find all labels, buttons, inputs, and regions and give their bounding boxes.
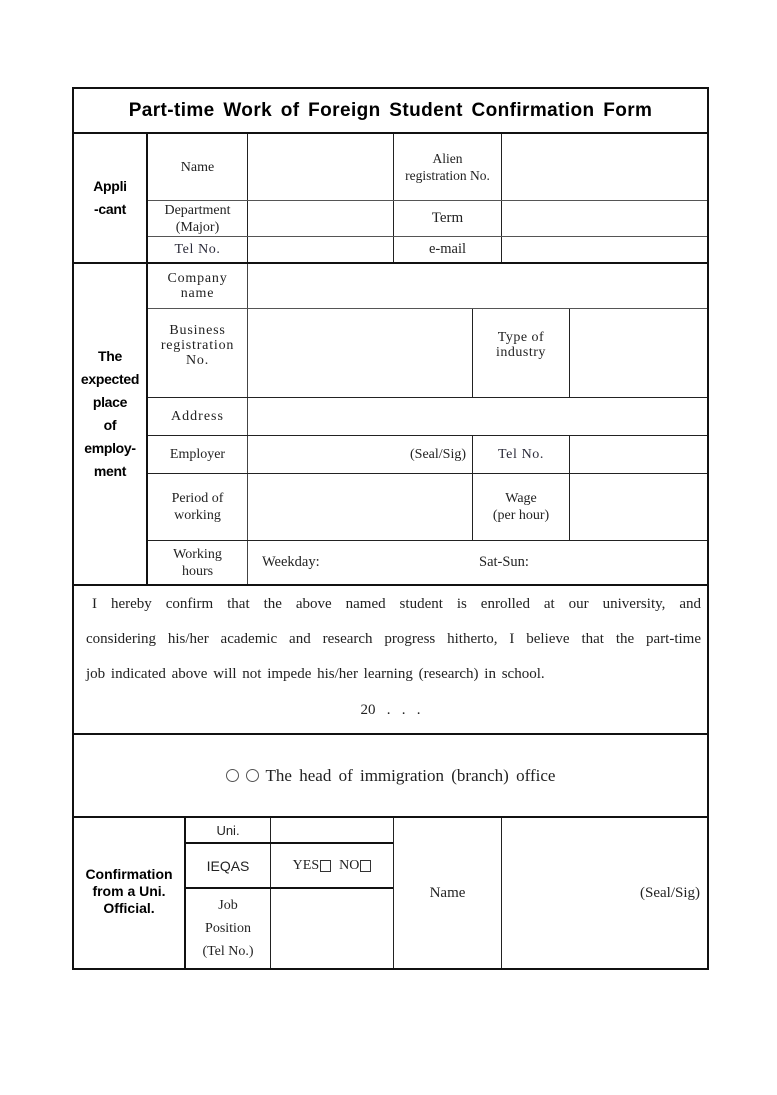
email-field[interactable] — [502, 237, 707, 262]
wage-label: Wage (per hour) — [492, 491, 550, 523]
wage-field[interactable] — [570, 474, 707, 540]
divider-employment — [72, 584, 709, 586]
applicant-name-label: Name — [180, 159, 215, 175]
uni-label: Uni. — [216, 822, 240, 838]
statement-line-1: I hereby confirm that the above named student is enrolled at our university, and — [92, 596, 701, 612]
official-name-label: Name — [429, 884, 466, 901]
applicant-tel-field[interactable] — [248, 237, 393, 262]
industry-label: Type of industry — [496, 330, 546, 360]
blank-circle-icon — [246, 769, 259, 782]
department-field[interactable] — [248, 201, 393, 236]
statement-line-3: job indicated above will not impede his/her learning (research) in school. — [86, 666, 545, 682]
email-label: e-mail — [428, 241, 467, 257]
weekday-label: Weekday: — [262, 554, 320, 570]
employer-label: Employer — [169, 447, 226, 462]
alien-registration-label: Alien registration No. — [405, 151, 490, 183]
industry-field[interactable] — [570, 309, 707, 397]
company-name-field[interactable] — [248, 264, 707, 308]
form-title-row — [74, 89, 707, 132]
weekday-hours-field[interactable] — [262, 541, 472, 584]
period-label: Period of working — [171, 491, 224, 523]
term-field[interactable] — [502, 201, 707, 236]
business-registration-field[interactable] — [248, 309, 472, 397]
address-field[interactable] — [248, 398, 707, 435]
ieqas-label: IEQAS — [206, 857, 250, 874]
official-section-label: Confirmation from a Uni. Official. — [85, 865, 173, 916]
addressee-text: The head of immigration (branch) office — [265, 765, 556, 785]
weekend-hours-field[interactable] — [479, 541, 707, 584]
applicant-section-label: Appli -cant — [93, 178, 127, 217]
employment-tel-field[interactable] — [570, 436, 707, 473]
statement-line-2: considering his/her academic and research progress hitherto, I believe that the part-time — [86, 631, 701, 647]
department-label: Department (Major) — [164, 202, 231, 235]
job-position-label: Job Position (Tel No.) — [202, 898, 254, 959]
weekend-label: Sat-Sun: — [479, 554, 529, 570]
blank-circle-icon — [226, 769, 239, 782]
working-hours-label: Working hours — [173, 546, 222, 579]
ieqas-options: YES NO — [271, 844, 393, 887]
employer-field[interactable] — [248, 436, 472, 473]
ieqas-no-checkbox[interactable] — [360, 860, 371, 872]
statement-date: 20 . . . — [360, 702, 421, 718]
border-bottom — [72, 968, 709, 970]
period-field[interactable] — [248, 474, 472, 540]
border-right — [707, 87, 709, 970]
applicant-tel-label: Tel No. — [174, 241, 221, 257]
form-title: Part-time Work of Foreign Student Confirmation Form — [128, 99, 653, 121]
applicant-name-field[interactable] — [248, 134, 393, 200]
official-seal-text: (Seal/Sig) — [640, 884, 700, 901]
employment-tel-label: Tel No. — [498, 446, 544, 462]
business-registration-label: Business registration No. — [160, 322, 235, 368]
employment-section-label: The expected place of employ- ment — [80, 348, 140, 479]
official-name-field[interactable] — [502, 818, 707, 968]
ieqas-yes-checkbox[interactable] — [320, 860, 331, 872]
address-label: Address — [171, 409, 224, 424]
company-name-label: Company name — [167, 271, 228, 301]
uni-field[interactable] — [271, 818, 393, 842]
employer-seal-text: (Seal/Sig) — [410, 447, 466, 462]
alien-registration-field[interactable] — [502, 134, 707, 200]
addressee-row — [74, 735, 707, 816]
term-label: Term — [431, 210, 464, 226]
job-position-field[interactable] — [271, 889, 393, 968]
